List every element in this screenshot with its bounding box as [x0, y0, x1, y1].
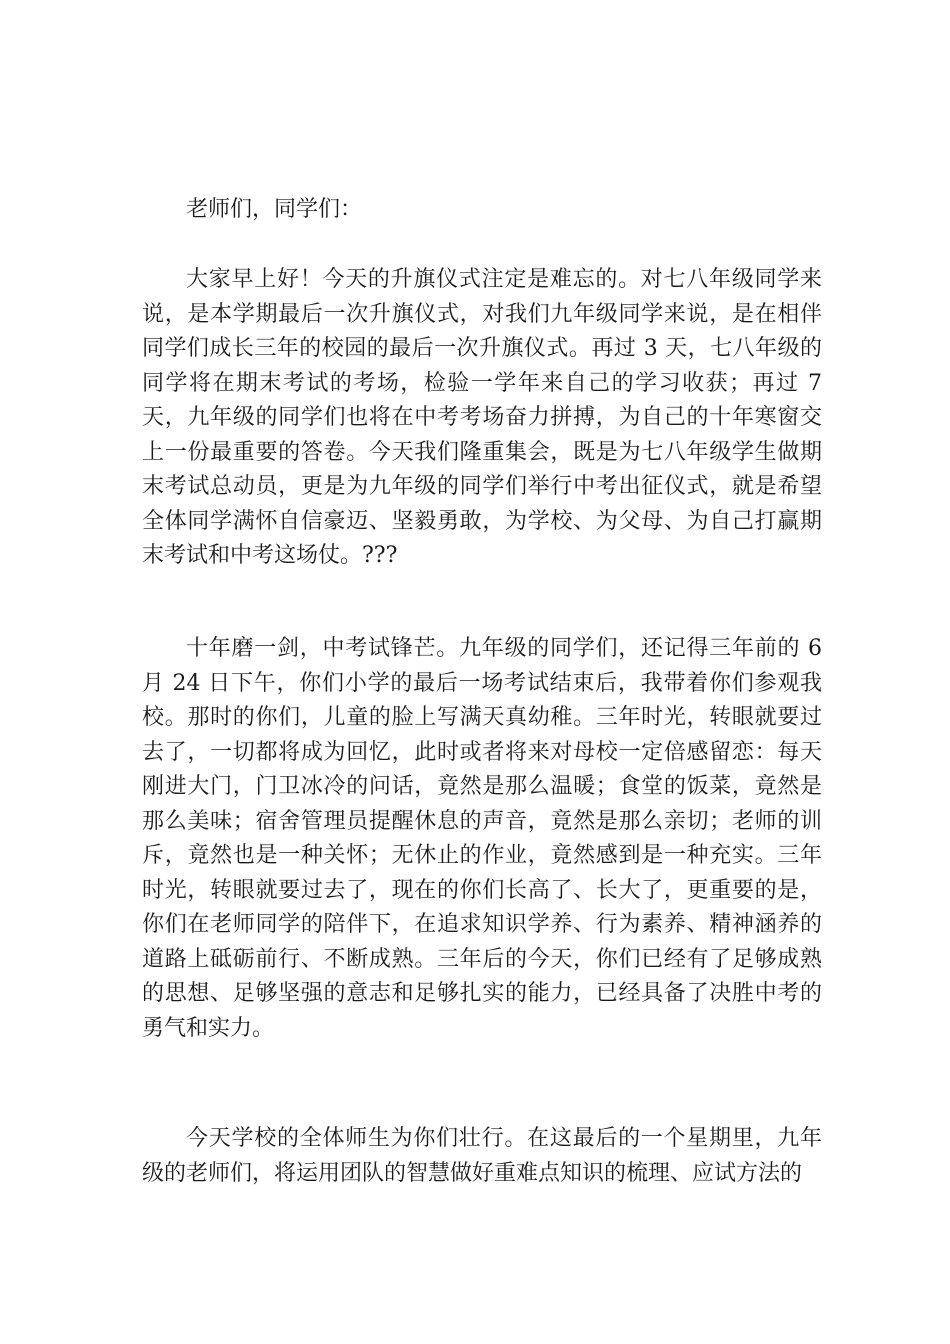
paragraph-1: 大家早上好！今天的升旗仪式注定是难忘的。对七八年级同学来说，是本学期最后一次升旗仪式，对我们九年级同学来说，是在相伴同学们成长三年的校园的最后一次升旗仪式。再过 3 天，七八年级的同学将在期末考试的考场，检验一学年来自己的学习收获；再过 7 天，九年级的同学们也将在中考考场奋力拼搏，为自己的十年寒窗交上一份最重要的答卷。今天我们隆重集会，既是为七八年级学生做期末考试总动员，更是为九年级的同学们举行中考出征仪式，就是希望全体同学满怀自信豪迈、坚毅勇敢，为学校、为父母、为自己打赢期末考试和中考这场仗。??? — [142, 267, 822, 568]
paragraph-3: 今天学校的全体师生为你们壮行。在这最后的一个星期里，九年级的老师们，将运用团队的智慧做好重难点知识的梳理、应试方法的 — [142, 1126, 822, 1186]
greeting-line: 老师们，同学们： — [186, 197, 363, 222]
paragraph-2: 十年磨一剑，中考试锋芒。九年级的同学们，还记得三年前的 6 月 24 日下午，你们小学的最后一场考试结束后，我带着你们参观我校。那时的你们，儿童的脸上写满天真幼稚。三年时光，转眼就要过去了，一切都将成为回忆，此时或者将来对母校一定倍感留恋：每天刚进大门，门卫冰冷的问话，竟然是那么温暖；食堂的饭菜，竟然是那么美味；宿舍管理员提醒休息的声音，竟然是那么亲切；老师的训斥，竟然也是一种关怀；无休止的作业，竟然感到是一种充实。三年时光，转眼就要过去了，现在的你们长高了、长大了，更重要的是，你们在老师同学的陪伴下，在追求知识学养、行为素养、精神涵养的道路上砥砺前行、不断成熟。三年后的今天，你们已经有了足够成熟的思想、足够坚强的意志和足够扎实的能力，已经具备了决胜中考的勇气和实力。 — [142, 636, 822, 1041]
